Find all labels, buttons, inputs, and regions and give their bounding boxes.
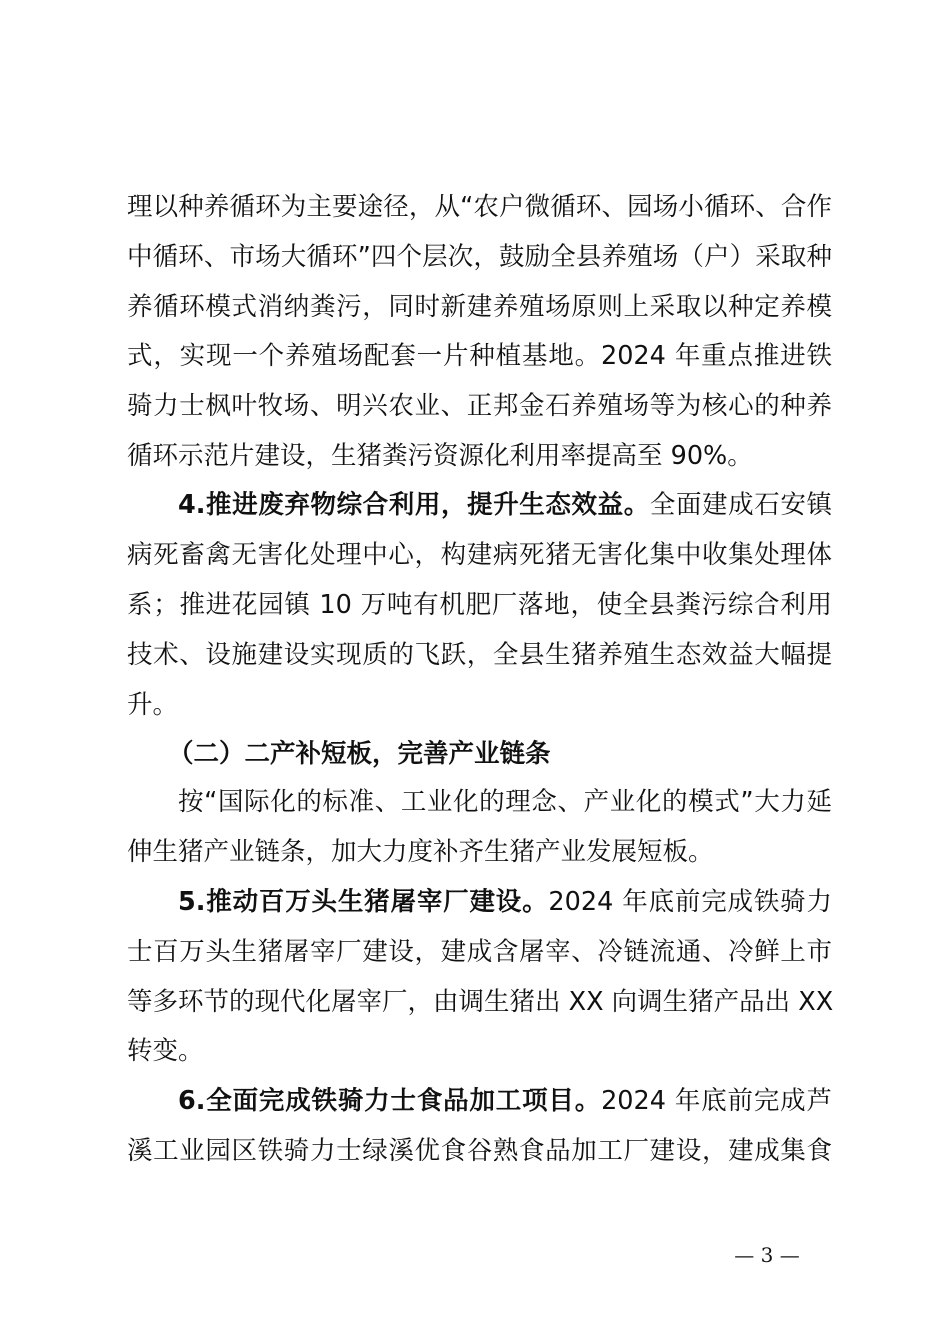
item-text: 全面建成石安镇	[649, 490, 832, 520]
paragraph-line: 伸生猪产业链条，加大力度补齐生猪产业发展短板。	[127, 837, 714, 867]
paragraph-line: 升。	[127, 690, 179, 720]
paragraph-first-line: 按“国际化的标准、工业化的理念、产业化的模式”大力延	[178, 787, 832, 817]
paragraph-line: 转变。	[127, 1036, 204, 1066]
paragraph-line: 骑力士枫叶牧场、明兴农业、正邦金石养殖场等为核心的种养	[127, 391, 832, 421]
paragraph-line: 养循环模式消纳粪污，同时新建养殖场原则上采取以种定养模	[127, 292, 832, 322]
section-heading: （二）二产补短板，完善产业链条	[168, 739, 551, 769]
item-text: 2024 年底前完成铁骑力	[548, 887, 832, 917]
item-heading: 5.推动百万头生猪屠宰厂建设。	[178, 887, 549, 917]
paragraph-line: 系；推进花园镇 10 万吨有机肥厂落地，使全县粪污综合利用	[127, 590, 832, 620]
paragraph-line: 理以种养循环为主要途径，从“农户微循环、园场小循环、合作	[127, 192, 832, 222]
page-number: — 3 —	[734, 1243, 800, 1267]
paragraph-line: 士百万头生猪屠宰厂建设，建成含屠宰、冷链流通、冷鲜上市	[127, 937, 832, 967]
paragraph-line: 循环示范片建设，生猪粪污资源化利用率提高至 90%。	[127, 441, 753, 471]
paragraph-first-line	[178, 1076, 832, 1126]
paragraph-line: 溪工业园区铁骑力士绿溪优食谷熟食品加工厂建设，建成集食	[127, 1136, 832, 1166]
item-heading: 4.推进废弃物综合利用，提升生态效益。	[178, 490, 650, 520]
paragraph-line: 技术、设施建设实现质的飞跃，全县生猪养殖生态效益大幅提	[127, 640, 832, 670]
paragraph-first-line	[178, 480, 832, 530]
paragraph-line: 病死畜禽无害化处理中心，构建病死猪无害化集中收集处理体	[127, 540, 832, 570]
paragraph-first-line	[178, 877, 832, 927]
paragraph-line: 式，实现一个养殖场配套一片种植基地。2024 年重点推进铁	[127, 341, 832, 371]
paragraph-line: 等多环节的现代化屠宰厂，由调生猪出 XX 向调生猪产品出 XX	[127, 987, 834, 1017]
item-text: 2024 年底前完成芦	[601, 1086, 832, 1116]
item-heading: 6.全面完成铁骑力士食品加工项目。	[178, 1086, 602, 1116]
paragraph-line: 中循环、市场大循环”四个层次，鼓励全县养殖场（户）采取种	[127, 242, 832, 272]
